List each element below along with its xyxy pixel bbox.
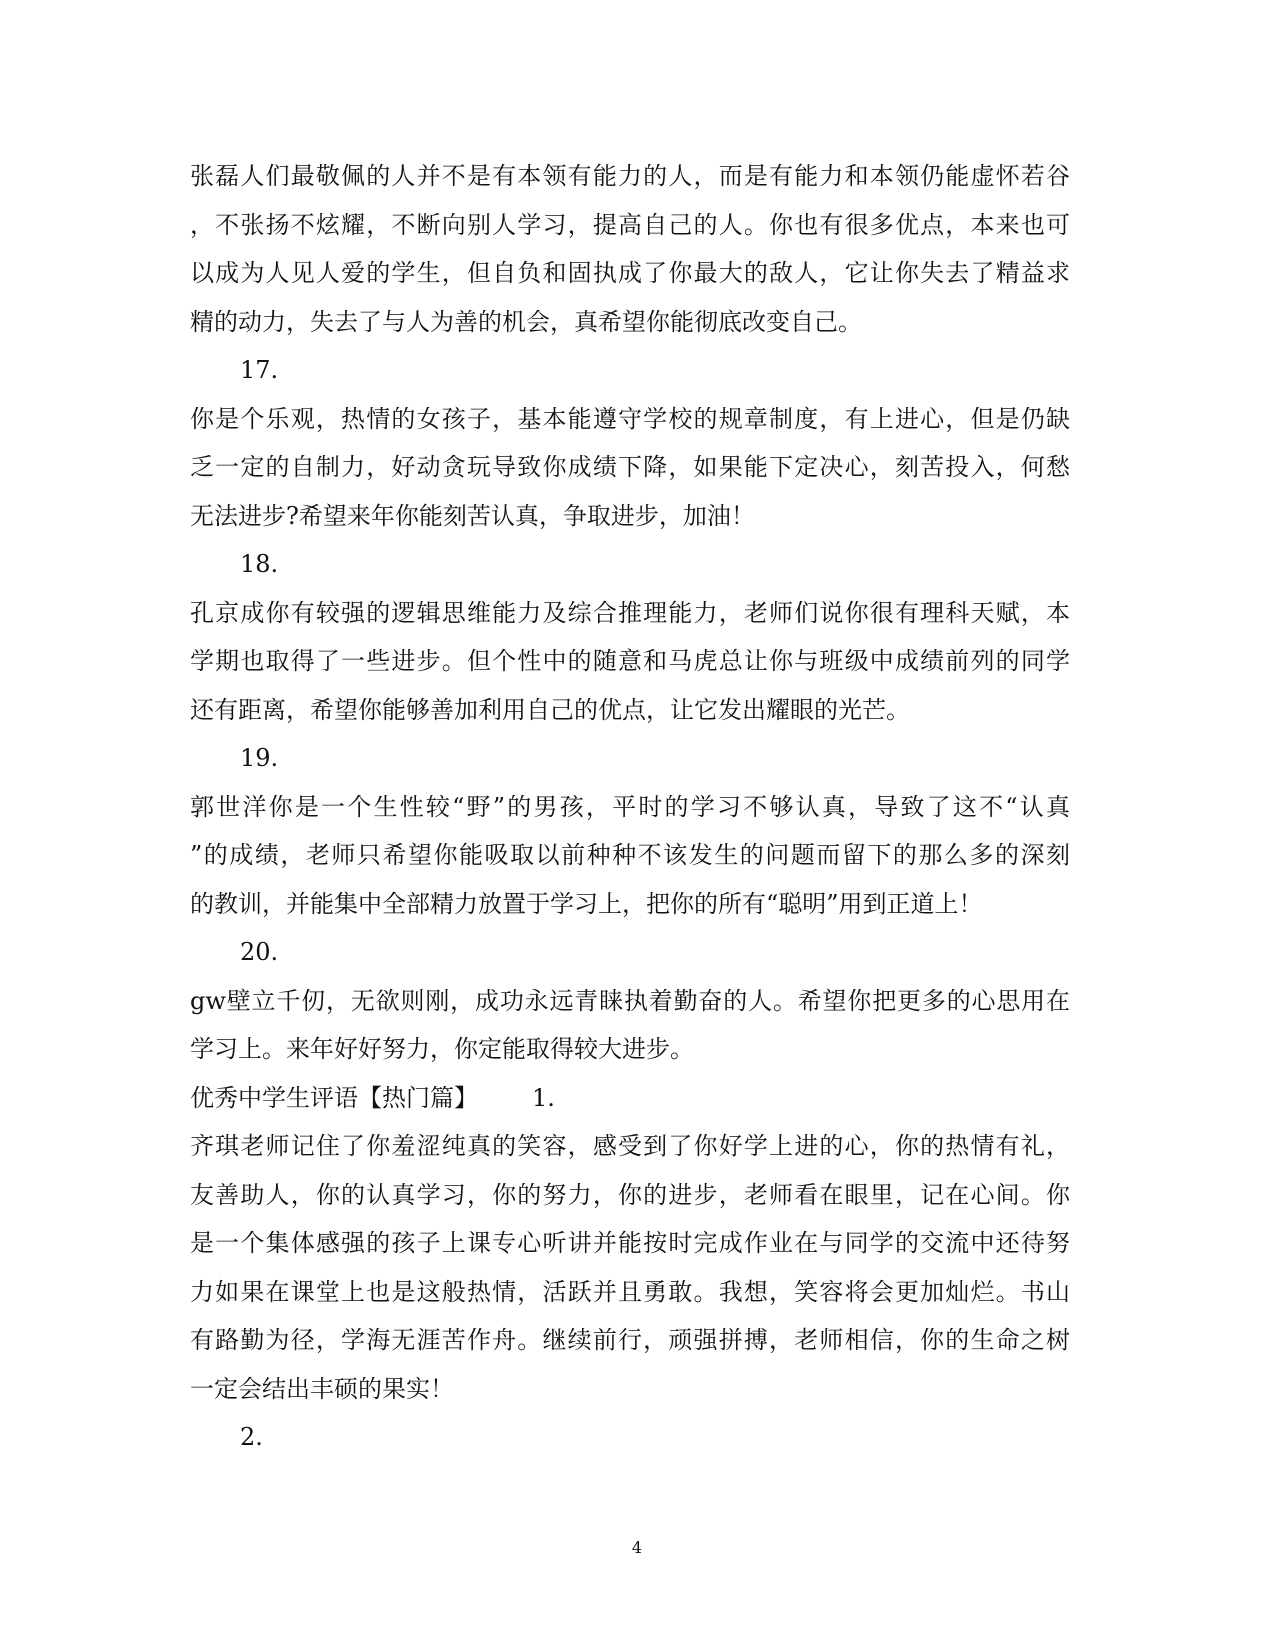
item-number: 18. [240,550,279,578]
item-number: 17. [240,356,279,384]
text-line: 一定会结出丰硕的果实！ [190,1374,454,1403]
item-number: 2. [240,1423,263,1451]
section-heading-line [190,1074,1070,1123]
text-line: 郭世洋你是一个生性较“野”的男孩，平时的学习不够认真，导致了这不“认真 [190,792,1070,821]
comment-paragraph [190,977,1070,1074]
comment-paragraph [190,589,1070,735]
text-line: 学习上。来年好好努力，你定能取得较大进步。 [190,1035,694,1063]
text-line: 力如果在课堂上也是这般热情，活跃并且勇敢。我想，笑容将会更加灿烂。书山 [190,1277,1070,1306]
text-line: 友善助人，你的认真学习，你的努力，你的进步，老师看在眼里，记在心间。你 [190,1180,1070,1209]
comment-paragraph [190,395,1070,541]
text-line: 无法进步?希望来年你能刻苦认真，争取进步，加油！ [190,501,755,530]
text-line: 有路勤为径，学海无涯苦作舟。继续前行，顽强拼搏，老师相信，你的生命之树 [190,1326,1070,1354]
text-line: 是一个集体感强的孩子上课专心听讲并能按时完成作业在与同学的交流中还待努 [190,1229,1070,1257]
section-heading: 优秀中学生评语【热门篇】 [190,1083,478,1112]
text-line: 张磊人们最敬佩的人并不是有本领有能力的人，而是有能力和本领仍能虚怀若谷 [190,162,1070,190]
text-line: 学期也取得了一些进步。但个性中的随意和马虎总让你与班级中成绩前列的同学 [190,647,1070,675]
text-line: 齐琪老师记住了你羞涩纯真的笑容，感受到了你好学上进的心，你的热情有礼， [190,1132,1070,1160]
text-line: 乏一定的自制力，好动贪玩导致你成绩下降，如果能下定决心，刻苦投入，何愁 [190,453,1070,481]
page-number: 4 [631,1538,643,1557]
item-number: 20. [240,938,279,966]
comment-paragraph [190,1122,1070,1413]
item-number: 1. [532,1083,555,1112]
document-body [190,152,1070,1462]
text-line: ，不张扬不炫耀，不断向别人学习，提高自己的人。你也有很多优点，本来也可 [190,210,1070,239]
comment-paragraph [190,152,1070,346]
comment-paragraph [190,783,1070,929]
text-line: gw壁立千仞，无欲则刚，成功永远青睐执着勤奋的人。希望你把更多的心思用在 [190,986,1070,1015]
text-line: 以成为人见人爱的学生，但自负和固执成了你最大的敌人，它让你失去了精益求 [190,259,1070,287]
text-line: 的教训，并能集中全部精力放置于学习上，把你的所有“聪明”用到正道上！ [190,889,983,918]
text-line: 孔京成你有较强的逻辑思维能力及综合推理能力，老师们说你很有理科天赋，本 [190,598,1070,627]
text-line: 精的动力，失去了与人为善的机会，真希望你能彻底改变自己。 [190,307,862,336]
text-line: ”的成绩，老师只希望你能吸取以前种种不该发生的问题而留下的那么多的深刻 [190,841,1070,869]
text-line: 你是个乐观，热情的女孩子，基本能遵守学校的规章制度，有上进心，但是仍缺 [190,404,1070,433]
text-line: 还有距离，希望你能够善加利用自己的优点，让它发出耀眼的光芒。 [190,695,910,724]
item-number: 19. [240,744,279,772]
